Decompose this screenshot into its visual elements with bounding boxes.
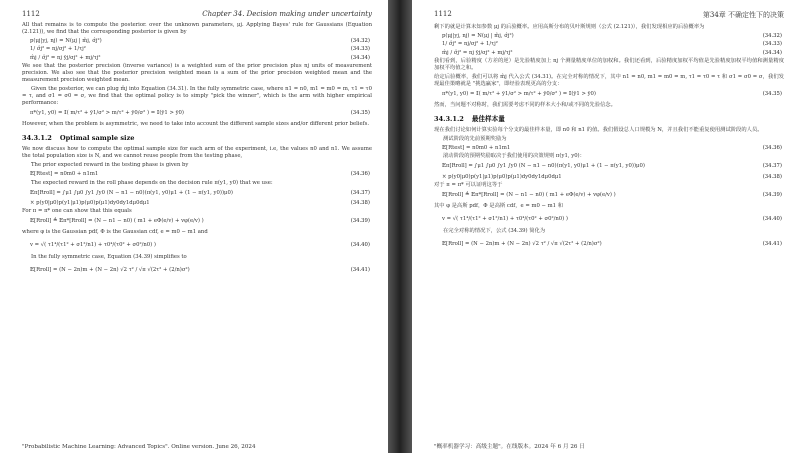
- equation-body: 𝔼[Rroll] ≜ 𝔼π*[Rroll] = (N − n1 − n0) ( m1 + eΦ(e/v) + vφ(e/v) ): [30, 218, 204, 225]
- paragraph: All that remains is to compute the posterior. over the unknown parameters, μj. Applying Bayes' rule for Gaussians (Equation (2.121)), we find that the corresponding posterior is given by: [22, 22, 372, 36]
- section-heading: [434, 116, 784, 123]
- running-header: [434, 10, 784, 20]
- paragraph: In the fully symmetric case, Equation (34.39) simplifies to: [31, 254, 187, 261]
- body-text: [434, 24, 784, 250]
- equation: [434, 145, 784, 152]
- paragraph: 对于 π = π* 可以证明这等于: [434, 181, 503, 188]
- equation-number: (34.37): [350, 189, 370, 196]
- paragraph: 剩下的就是计算未知参数 μj 的后验概率。应用高斯分布的贝叶斯规则（公式 (2.121)），我们发现相应的后验概率为: [434, 24, 705, 30]
- equation-number: (34.39): [762, 192, 782, 199]
- equation: [434, 90, 784, 100]
- page-number: 1112: [22, 10, 40, 18]
- equation-body: 1/ σ̂j² = nj/σj² + 1/τj²: [30, 46, 86, 53]
- equation: [434, 174, 784, 181]
- book-gutter: [388, 0, 412, 453]
- equation-number: (34.35): [762, 91, 782, 98]
- equation: [434, 191, 784, 201]
- equation: [434, 213, 784, 225]
- equation-body: 𝔼[Rtest] = n0m0 + n1m1: [442, 144, 511, 151]
- equation-body: 𝔼[Rroll] ≜ 𝔼π*[Rroll] = (N − n1 − n0) ( m1 + eΦ(e/v) + vφ(e/v) ): [442, 192, 616, 199]
- paragraph: However, when the problem is asymmetric, we need to take into account the different sample sizes and/or different prior beliefs.: [22, 120, 370, 127]
- equation-body: 𝔼π[Rroll] = ∫μ1 ∫μ0 ∫y1 ∫y0 (N − n1 − n0)(π(y1, y0)μ1 + (1 − π(y1, y0))μ0): [442, 163, 645, 170]
- equation: [22, 55, 372, 62]
- equation-number: (34.33): [350, 46, 370, 53]
- section-title: 最佳样本量: [471, 114, 505, 123]
- equation-number: (34.32): [350, 38, 370, 45]
- equation: [22, 171, 372, 178]
- equation-body: v = √( τ1⁴/(τ1² + σ1²/n1) + τ0⁴/(τ0² + σ0²/n0) ): [442, 215, 568, 222]
- body-text: [22, 22, 372, 276]
- equation-number: (34.34): [762, 49, 782, 56]
- paragraph: For π = π* one can show that this equals: [22, 208, 132, 215]
- section-title: Optimal sample size: [59, 133, 135, 142]
- equation-number: (34.40): [350, 242, 370, 249]
- chapter-title: 第34章 不确定性下的决策: [702, 11, 784, 19]
- equation: [22, 38, 372, 45]
- paragraph: 我们看到，后验精度（方差的逆）是先验精度加上 nj 个测量精度单位的加权和。我们还看到，后验精度加权平均值是先验精度加权平均值和测量精度加权平均值之和。: [434, 57, 784, 71]
- equation: [22, 109, 372, 119]
- equation-number: (34.41): [762, 240, 782, 247]
- equation-body: 1/ σ̂j² = nj/σj² + 1/τj²: [442, 41, 498, 48]
- equation-number: (34.33): [762, 41, 782, 48]
- equation: [22, 200, 372, 207]
- equation-body: v = √( τ1⁴/(τ1² + σ1²/n1) + τ0⁴/(τ0² + σ0²/n0) ): [30, 242, 156, 249]
- paragraph: 其中 φ 是高斯 pdf，Φ 是高斯 cdf，e = m0 − m1 和: [434, 202, 564, 209]
- paragraph: 滚动阶段的预期奖励取决于我们使用的决策规则 π(y1, y0)：: [443, 153, 585, 160]
- equation-body: × p(y0|μ0)p(y1|μ1)p(μ0)p(μ1)dy0dy1dμ0dμ1: [30, 200, 150, 207]
- equation-number: (34.38): [350, 200, 370, 207]
- equation: [434, 33, 784, 40]
- equation: [22, 46, 372, 53]
- equation-body: p(μj|yj, nj) = N(μj | m̂j, σ̂j²): [30, 38, 102, 45]
- equation: [22, 217, 372, 227]
- equation: [434, 41, 784, 48]
- page-footer: "概率机器学习：高级主题"。在线版本。2024 年 6 月 26 日: [434, 444, 585, 450]
- equation-body: 𝔼[Rroll] = (N − 2n)m + (N − 2n) √2 τ² / √π √(2τ² + (2/n)σ²): [30, 267, 190, 274]
- equation-body: × p(y0|μ0)p(y1|μ1)p(μ0)p(μ1)dy0dy1dμ0dμ1: [442, 173, 562, 180]
- section-heading: [22, 135, 372, 142]
- english-page: [0, 0, 388, 453]
- equation: [22, 264, 372, 276]
- equation: [434, 162, 784, 172]
- equation-body: p(μj|yj, nj) = N(μj | m̂j, σ̂j²): [442, 33, 514, 40]
- equation-number: (34.36): [350, 171, 370, 178]
- equation: [434, 238, 784, 250]
- running-header: [22, 10, 372, 18]
- paragraph: We now discuss how to compute the optimal sample size for each arm of the experiment, i.e, the values n0 and n1. We assume the total population size is N, and we cannot reuse people from the testing phase,: [22, 146, 372, 160]
- equation-number: (34.32): [762, 33, 782, 40]
- paragraph: 然而，当问题不对称时，我们需要考虑不同的样本大小和/或不同的先验信念。: [434, 101, 616, 108]
- section-number: 34.3.1.2: [22, 133, 52, 142]
- equation-number: (34.41): [350, 267, 370, 274]
- equation: [22, 189, 372, 199]
- equation-number: (34.39): [350, 218, 370, 225]
- equation-number: (34.38): [762, 173, 782, 180]
- equation-number: (34.40): [762, 215, 782, 222]
- page-footer: "Probabilistic Machine Learning: Advanced Topics". Online version. June 26, 2024: [22, 444, 256, 450]
- paragraph: 现在我们讨论如何计算实验每个分支的最佳样本量，即 n0 和 n1 的值。我们假设总人口规模为 N，并且我们不能重复使用测试阶段的人员。: [434, 126, 763, 133]
- equation-body: 𝔼π[Rroll] = ∫μ1 ∫μ0 ∫y1 ∫y0 (N − n1 − n0)(π(y1, y0)μ1 + (1 − π(y1, y0))μ0): [30, 189, 233, 196]
- equation: [434, 50, 784, 57]
- equation-number: (34.37): [762, 163, 782, 170]
- paragraph: Given the posterior, we can plug m̂j into Equation (34.31). In the fully symmetric case, where n1 = n0, m1 = m0 = m, τ1 = τ0 = τ, and σ1 = σ0 = σ, we find that the optimal policy is to simply "pick the winner", which is the arm with higher empirical performance:: [22, 86, 372, 107]
- section-number: 34.3.1.2: [434, 114, 464, 123]
- equation: [22, 239, 372, 251]
- equation-number: (34.36): [762, 144, 782, 151]
- paragraph: The expected reward in the roll phase depends on the decision rule π(y1, y0) that we use:: [31, 179, 273, 186]
- equation-body: π*(y1, y0) = 𝕀( m/τ² + ȳ1/σ² > m/τ² + ȳ0/σ² ) = 𝕀(ȳ1 > ȳ0): [442, 91, 596, 98]
- chinese-page: [412, 0, 800, 453]
- equation-body: m̂j / σ̂j² = nj ȳj/σj² + mj/τj²: [442, 49, 513, 56]
- paragraph: We see that the posterior precision (inverse variance) is a weighted sum of the prior precision plus nj units of measurement precision. We also see that the posterior precision weighted mean is a sum of the prior precision weighted mean and the measurement precision weighted mean.: [22, 62, 372, 83]
- chapter-title: Chapter 34. Decision making under uncertainty: [202, 10, 372, 18]
- equation-body: 𝔼[Rtest] = n0m0 + n1m1: [30, 171, 99, 178]
- equation-body: π*(y1, y0) = 𝕀( m/τ² + ȳ1/σ² > m/τ² + ȳ0/σ² ) = 𝕀(ȳ1 > ȳ0): [30, 110, 184, 117]
- paragraph: 测试阶段的先前预期奖励为: [443, 135, 507, 142]
- paragraph: 在完全对称的情况下，公式 (34.39) 简化为: [443, 227, 546, 234]
- paragraph: 给定后验概率，我们可以将 m̂j 代入公式 (34.31)。在完全对称的情况下，其中 n1 = n0, m1 = m0 = m, τ1 = τ0 = τ 和 σ1 = σ0 = σ，我们发现最佳策略就是 "挑选赢家"，即经验表现更高的分支：: [434, 73, 784, 87]
- equation-number: (34.34): [350, 54, 370, 61]
- equation-number: (34.35): [350, 110, 370, 117]
- equation-body: m̂j / σ̂j² = nj ȳj/σj² + mj/τj²: [30, 54, 101, 61]
- paragraph: where φ is the Gaussian pdf, Φ is the Gaussian cdf, e = m0 − m1 and: [22, 228, 208, 235]
- page-number: 1112: [434, 10, 452, 18]
- paragraph: The prior expected reward in the testing phase is given by: [31, 162, 189, 169]
- equation-body: 𝔼[Rroll] = (N − 2n)m + (N − 2n) √2 τ² / √π √(2τ² + (2/n)σ²): [442, 240, 602, 247]
